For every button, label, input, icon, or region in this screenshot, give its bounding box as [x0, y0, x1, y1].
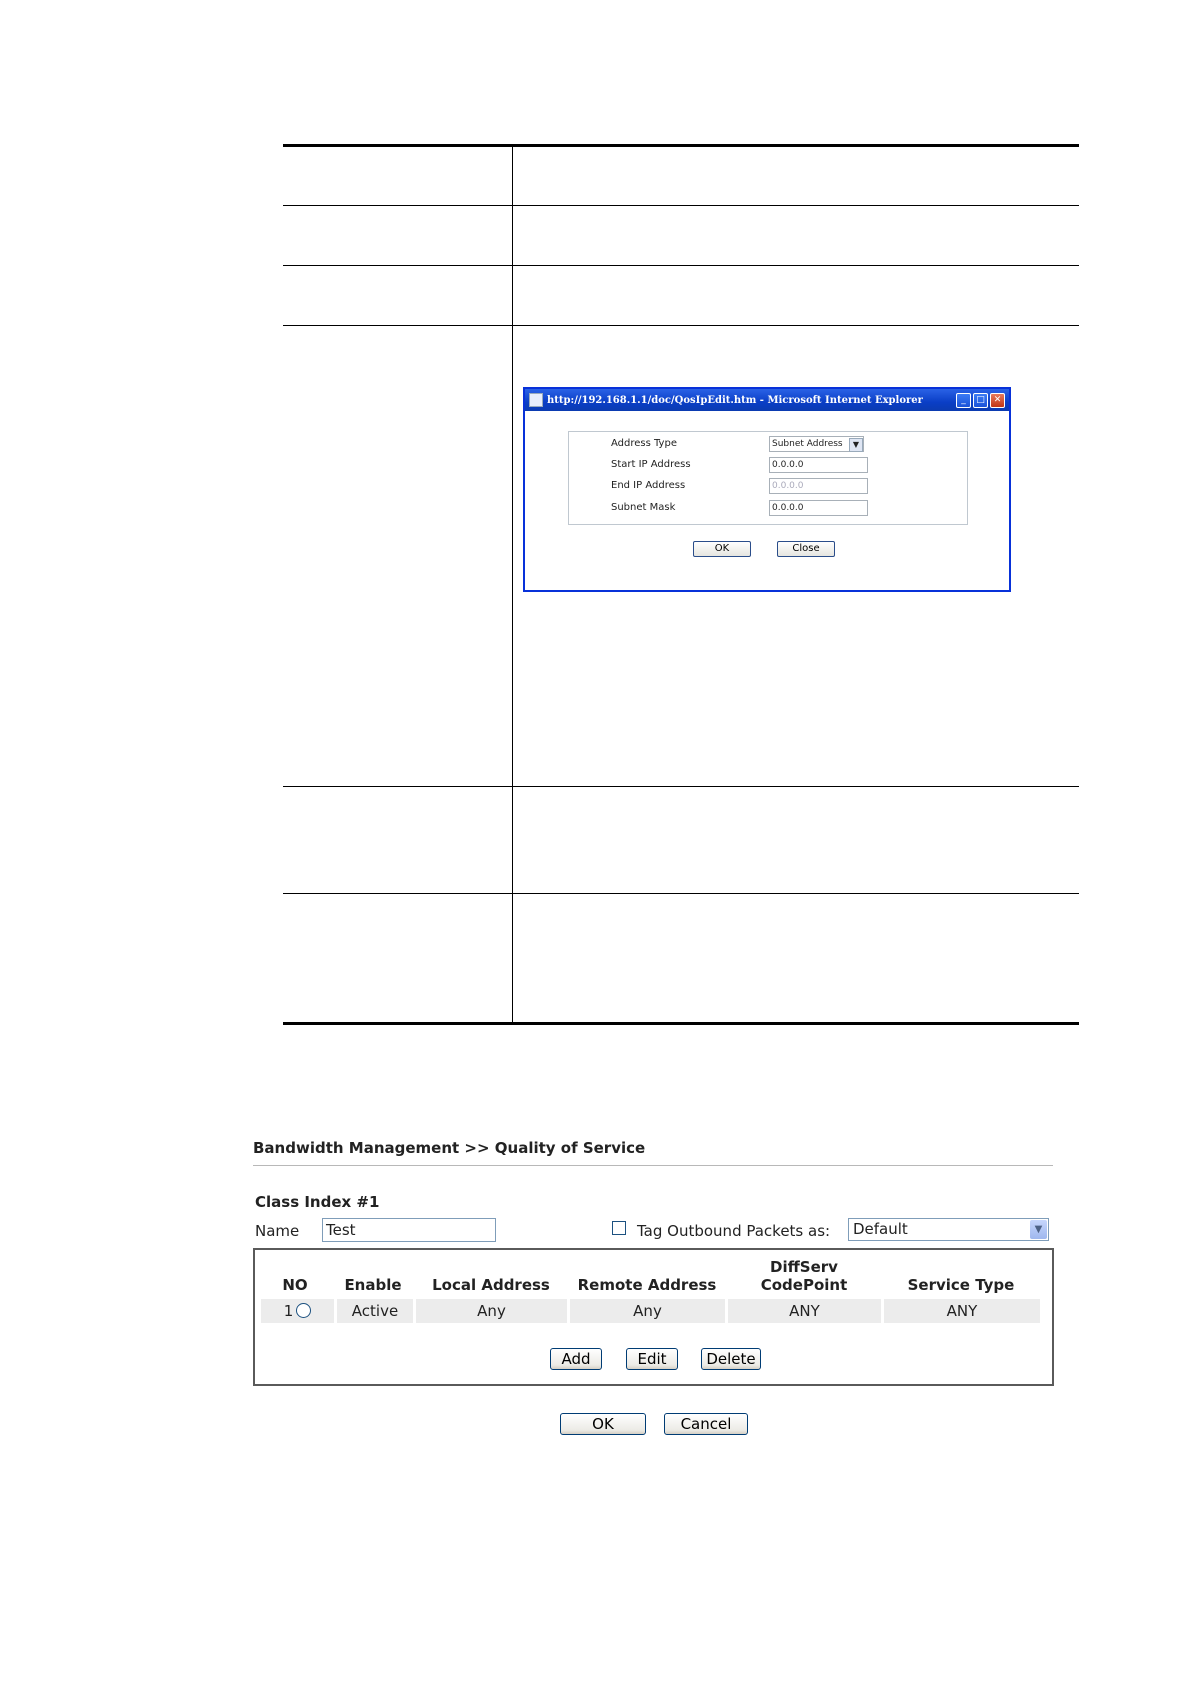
row-local-address: Any: [416, 1299, 567, 1323]
tag-outbound-checkbox[interactable]: [612, 1221, 626, 1235]
end-ip-input[interactable]: 0.0.0.0: [769, 478, 868, 494]
address-type-value: Subnet Address: [772, 439, 843, 449]
subnet-mask-label: Subnet Mask: [611, 502, 676, 513]
name-input[interactable]: Test: [322, 1218, 496, 1242]
start-ip-label: Start IP Address: [611, 459, 691, 470]
row-diffserv: ANY: [728, 1299, 881, 1323]
column-header-service-type: Service Type: [907, 1276, 1015, 1294]
table-row-no: [261, 1299, 334, 1323]
popup-ok-button[interactable]: OK: [693, 541, 751, 557]
class-index-heading: Class Index #1: [255, 1193, 380, 1211]
address-type-select[interactable]: [769, 436, 864, 452]
minimize-icon[interactable]: _: [956, 393, 971, 408]
row-remote-address: Any: [570, 1299, 725, 1323]
row-enable: Active: [337, 1299, 413, 1323]
add-button[interactable]: Add: [550, 1348, 602, 1370]
table-row-rule: [283, 325, 1079, 326]
table-bottom-rule: [283, 1022, 1079, 1025]
popup-titlebar: [525, 389, 1009, 411]
table-row-rule: [283, 786, 1079, 787]
row-select-radio[interactable]: [296, 1303, 311, 1318]
address-type-label: Address Type: [611, 438, 677, 449]
page-breadcrumb: Bandwidth Management >> Quality of Service: [253, 1139, 646, 1157]
table-column-divider: [512, 144, 513, 1025]
edit-button[interactable]: Edit: [626, 1348, 678, 1370]
chevron-down-icon: ▼: [1030, 1220, 1047, 1239]
column-header-enable: Enable: [344, 1276, 402, 1294]
cancel-button[interactable]: Cancel: [664, 1413, 748, 1435]
table-row-rule: [283, 265, 1079, 266]
start-ip-input[interactable]: 0.0.0.0: [769, 457, 868, 473]
popup-close-button[interactable]: Close: [777, 541, 835, 557]
popup-window-title: http://192.168.1.1/doc/QosIpEdit.htm - Microsoft Internet Explorer: [547, 394, 923, 406]
row-number: 1: [283, 1302, 294, 1320]
chevron-down-icon: ▼: [849, 438, 863, 452]
column-header-diffserv: DiffServ: [770, 1258, 838, 1276]
column-header-no: NO: [282, 1276, 308, 1294]
ip-edit-popup-window: [523, 387, 1011, 592]
name-label: Name: [255, 1222, 300, 1240]
maximize-icon[interactable]: □: [973, 393, 988, 408]
tag-outbound-select[interactable]: [848, 1218, 1049, 1241]
column-header-local-address: Local Address: [432, 1276, 550, 1294]
table-row-rule: [283, 893, 1079, 894]
rules-table: [253, 1248, 1054, 1386]
end-ip-label: End IP Address: [611, 480, 686, 491]
tag-outbound-label: Tag Outbound Packets as:: [637, 1222, 831, 1240]
table-top-rule: [283, 144, 1079, 147]
column-header-remote-address: Remote Address: [577, 1276, 717, 1294]
tag-outbound-value: Default: [853, 1220, 908, 1238]
column-header-codepoint: CodePoint: [760, 1276, 848, 1294]
ie-page-icon: [529, 393, 543, 407]
address-fieldset: [568, 431, 968, 525]
row-service-type: ANY: [884, 1299, 1040, 1323]
title-divider: [253, 1165, 1053, 1166]
table-row-rule: [283, 205, 1079, 206]
subnet-mask-input[interactable]: 0.0.0.0: [769, 500, 868, 516]
ok-button[interactable]: OK: [560, 1413, 646, 1435]
delete-button[interactable]: Delete: [701, 1348, 761, 1370]
close-icon[interactable]: ✕: [990, 393, 1005, 408]
